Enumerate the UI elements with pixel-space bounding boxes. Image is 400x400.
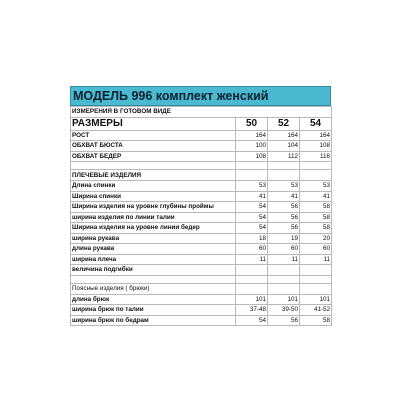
row-value: 20: [300, 233, 332, 244]
size-chart: [70, 86, 331, 326]
row-value: 112: [268, 151, 300, 162]
row-value: 54: [236, 202, 268, 213]
row-value: 41-52: [300, 305, 332, 316]
row-value: 37-48: [236, 305, 268, 316]
row-value: 56: [268, 202, 300, 213]
table-row: [71, 315, 332, 326]
empty-cell: [300, 162, 332, 170]
table-row: [71, 130, 332, 141]
spacer-row: [71, 275, 332, 283]
row-value: 41: [236, 191, 268, 202]
row-value: 39-50: [268, 305, 300, 316]
row-label: РОСТ: [71, 130, 236, 141]
row-value: 56: [268, 223, 300, 234]
waist-section-title: Поясные изделия ( брюки): [71, 283, 236, 294]
row-label: Ширина изделия на уровне глубины проймы: [71, 202, 236, 213]
size-table: [70, 106, 332, 326]
row-value: 53: [236, 181, 268, 192]
row-label: длина брюк: [71, 294, 236, 305]
table-row: [71, 141, 332, 152]
empty-cell: [300, 283, 332, 294]
row-value: 18: [236, 233, 268, 244]
row-value: 53: [300, 181, 332, 192]
row-value: 100: [236, 141, 268, 152]
empty-cell: [71, 275, 236, 283]
row-value: 54: [236, 223, 268, 234]
row-label: величина подгибки: [71, 265, 236, 276]
subtitle-row: [71, 107, 332, 118]
empty-cell: [300, 170, 332, 181]
row-value: 54: [236, 212, 268, 223]
sizes-header-row: [71, 117, 332, 130]
row-value: 101: [300, 294, 332, 305]
row-value: 104: [268, 141, 300, 152]
section-title-row: [71, 283, 332, 294]
row-value: 56: [268, 212, 300, 223]
chart-title: МОДЕЛЬ 996 комплект женский: [70, 86, 331, 106]
row-label: ширина брюк по талии: [71, 305, 236, 316]
empty-cell: [268, 283, 300, 294]
spacer-row: [71, 162, 332, 170]
row-label: ОБХВАТ БЮСТА: [71, 141, 236, 152]
row-label: Ширина изделия на уровне линии бедер: [71, 223, 236, 234]
row-value: 116: [300, 151, 332, 162]
row-label: Ширина спинки: [71, 191, 236, 202]
row-value: [236, 265, 268, 276]
row-value: [300, 265, 332, 276]
row-value: 101: [268, 294, 300, 305]
row-value: 58: [300, 315, 332, 326]
empty-cell: [236, 283, 268, 294]
empty-cell: [268, 275, 300, 283]
table-row: [71, 233, 332, 244]
row-value: 164: [268, 130, 300, 141]
row-value: 108: [300, 141, 332, 152]
empty-cell: [268, 162, 300, 170]
row-value: 11: [236, 254, 268, 265]
row-value: 164: [300, 130, 332, 141]
size-50: 50: [236, 117, 268, 130]
row-label: Длина спинки: [71, 181, 236, 192]
table-row: [71, 305, 332, 316]
table-row: [71, 151, 332, 162]
row-label: длина рукава: [71, 244, 236, 255]
table-row: [71, 202, 332, 213]
row-value: 58: [300, 202, 332, 213]
row-value: 101: [236, 294, 268, 305]
empty-cell: [236, 275, 268, 283]
row-value: 58: [300, 223, 332, 234]
row-value: 11: [300, 254, 332, 265]
size-52: 52: [268, 117, 300, 130]
row-value: 11: [268, 254, 300, 265]
row-value: 58: [300, 212, 332, 223]
row-label: ширина рукава: [71, 233, 236, 244]
row-value: 164: [236, 130, 268, 141]
row-value: 60: [268, 244, 300, 255]
size-54: 54: [300, 117, 332, 130]
table-row: [71, 181, 332, 192]
row-value: 60: [300, 244, 332, 255]
empty-cell: [236, 170, 268, 181]
row-value: 108: [236, 151, 268, 162]
row-value: 54: [236, 315, 268, 326]
sizes-header-label: РАЗМЕРЫ: [71, 117, 236, 130]
table-row: [71, 191, 332, 202]
table-row: [71, 254, 332, 265]
table-row: [71, 294, 332, 305]
table-row: [71, 265, 332, 276]
row-value: 53: [268, 181, 300, 192]
table-row: [71, 223, 332, 234]
table-row: [71, 244, 332, 255]
empty-cell: [300, 275, 332, 283]
row-value: 41: [300, 191, 332, 202]
row-value: 41: [268, 191, 300, 202]
row-label: ОБХВАТ БЕДЕР: [71, 151, 236, 162]
shoulder-section-title: ПЛЕЧЕВЫЕ ИЗДЕЛИЯ: [71, 170, 236, 181]
subtitle: ИЗМЕРЕНИЯ В ГОТОВОМ ВИДЕ: [71, 107, 332, 118]
empty-cell: [236, 162, 268, 170]
row-value: 60: [236, 244, 268, 255]
empty-cell: [268, 170, 300, 181]
row-label: ширина изделия по линии талии: [71, 212, 236, 223]
row-value: 56: [268, 315, 300, 326]
row-label: ширина брюк по бедрам: [71, 315, 236, 326]
empty-cell: [71, 162, 236, 170]
table-row: [71, 212, 332, 223]
row-label: ширина плеча: [71, 254, 236, 265]
section-title-row: [71, 170, 332, 181]
row-value: 19: [268, 233, 300, 244]
row-value: [268, 265, 300, 276]
